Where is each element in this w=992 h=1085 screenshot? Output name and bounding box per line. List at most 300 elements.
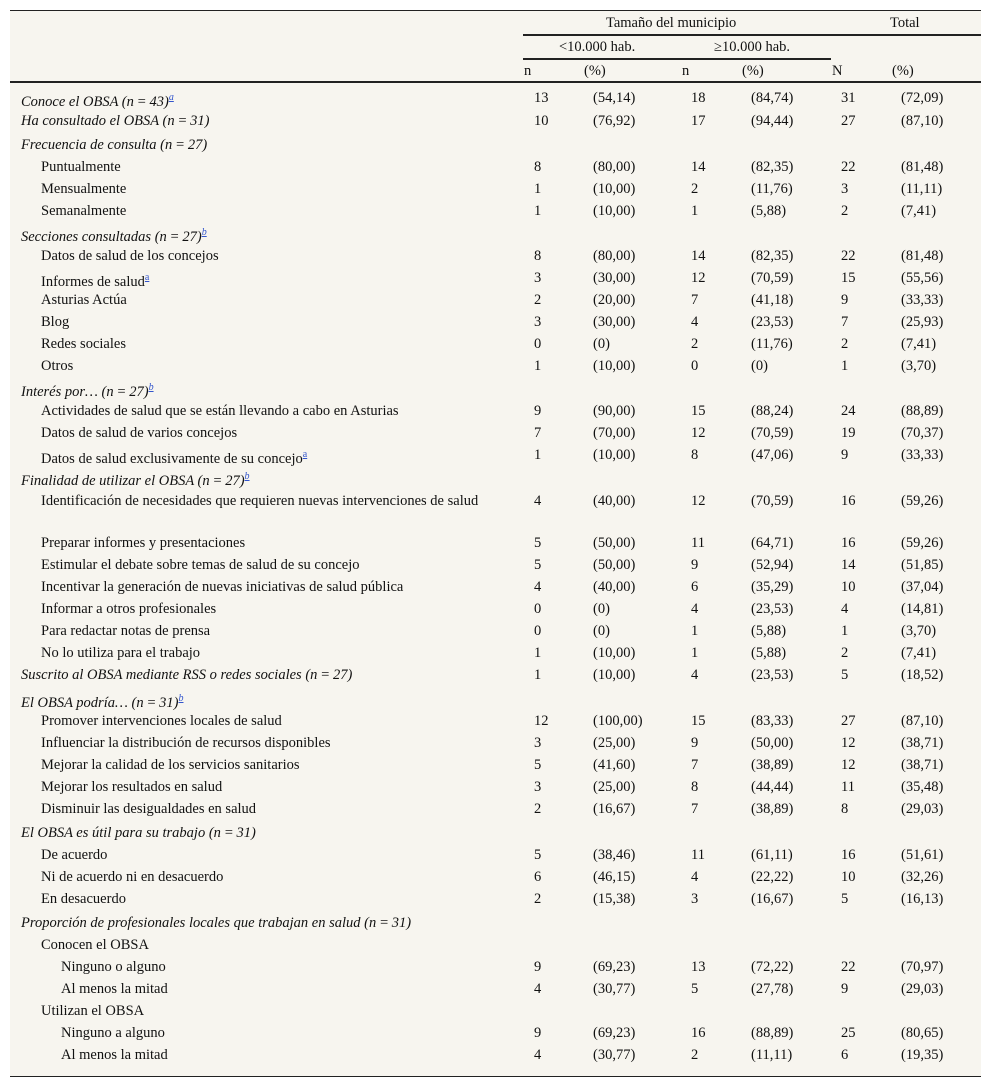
- data-table: [10, 10, 981, 1077]
- table-row: [10, 751, 981, 773]
- footnote-link[interactable]: b: [244, 471, 250, 482]
- row-label: [10, 909, 511, 933]
- cell-n-large: 4: [691, 601, 699, 617]
- row-label-text: Otros: [41, 358, 74, 374]
- cell-n-small: 1: [534, 358, 542, 374]
- cell-pct-total: (38,71): [901, 757, 944, 773]
- table-row: [10, 397, 981, 419]
- cell-n-small: 5: [534, 535, 542, 551]
- row-label: [10, 639, 511, 663]
- col-pct-small: (%): [584, 63, 606, 79]
- cell-pct-large: (52,94): [751, 557, 794, 573]
- row-label-text: Asturias Actúa: [41, 292, 127, 308]
- cell-n-total: 5: [841, 667, 849, 683]
- row-label-text: Preparar informes y presentaciones: [41, 535, 246, 551]
- cell-pct-small: (10,00): [593, 667, 636, 683]
- col-n-small: n: [524, 63, 532, 79]
- footnote-link[interactable]: a: [168, 92, 174, 103]
- cell-pct-large: (16,67): [751, 891, 794, 907]
- cell-n-large: 11: [691, 847, 705, 863]
- subheader-small: <10.000 hab.: [559, 39, 636, 55]
- cell-pct-total: (70,97): [901, 959, 944, 975]
- row-label-text: Al menos la mitad: [61, 981, 168, 997]
- row-label-text: El OBSA podría… (n = 31): [21, 694, 179, 711]
- cell-n-large: 1: [691, 645, 699, 661]
- cell-n-total: 8: [841, 801, 849, 817]
- cell-pct-large: (72,22): [751, 959, 794, 975]
- category-row: [10, 219, 981, 245]
- cell-pct-total: (32,26): [901, 869, 944, 885]
- cell-n-total: 22: [841, 248, 856, 264]
- row-label: [10, 841, 511, 865]
- table-row: [10, 975, 981, 997]
- table-row: [10, 595, 981, 617]
- table-row: [10, 441, 981, 467]
- subheader-large: ≥10.000 hab.: [714, 39, 791, 55]
- cell-n-total: 9: [841, 447, 849, 463]
- cell-pct-large: (47,06): [751, 447, 794, 463]
- cell-n-large: 17: [691, 113, 706, 129]
- category-row: [10, 463, 981, 487]
- cell-pct-large: (82,35): [751, 159, 794, 175]
- row-label: [10, 661, 511, 685]
- cell-n-large: 2: [691, 181, 699, 197]
- row-label: [10, 707, 511, 731]
- table-row: [10, 1019, 981, 1041]
- cell-pct-large: (5,88): [751, 623, 787, 639]
- cell-pct-large: (11,11): [751, 1047, 793, 1063]
- row-label: [10, 795, 511, 819]
- cell-pct-small: (41,60): [593, 757, 636, 773]
- cell-pct-total: (11,11): [901, 181, 943, 197]
- cell-pct-large: (70,59): [751, 493, 794, 509]
- row-label-text: Mensualmente: [41, 181, 127, 197]
- table-row: [10, 286, 981, 308]
- cell-n-small: 4: [534, 1047, 542, 1063]
- cell-pct-total: (35,48): [901, 779, 944, 795]
- cell-pct-total: (7,41): [901, 203, 937, 219]
- cell-pct-small: (69,23): [593, 959, 636, 975]
- cell-n-total: 12: [841, 735, 856, 751]
- table-row: [10, 863, 981, 885]
- table-row: [10, 153, 981, 175]
- cell-n-large: 4: [691, 667, 699, 683]
- table-body: [10, 84, 981, 1063]
- cell-n-large: 15: [691, 713, 706, 729]
- cell-n-small: 3: [534, 314, 542, 330]
- cell-pct-total: (33,33): [901, 447, 944, 463]
- cell-pct-small: (0): [593, 601, 610, 617]
- cell-n-total: 5: [841, 891, 849, 907]
- cell-n-total: 24: [841, 403, 856, 419]
- cell-pct-total: (7,41): [901, 645, 937, 661]
- row-label-text: Utilizan el OBSA: [41, 1003, 145, 1019]
- cell-n-small: 1: [534, 667, 542, 683]
- cell-n-total: 27: [841, 113, 856, 129]
- cell-pct-small: (30,77): [593, 1047, 636, 1063]
- cell-n-total: 2: [841, 336, 849, 352]
- col-n-total: N: [832, 63, 843, 79]
- row-label: [10, 931, 511, 955]
- cell-pct-total: (81,48): [901, 159, 944, 175]
- cell-pct-total: (59,26): [901, 493, 944, 509]
- row-label-text: Mejorar los resultados en salud: [41, 779, 223, 795]
- row-label: [10, 573, 511, 597]
- cell-pct-small: (90,00): [593, 403, 636, 419]
- cell-n-small: 0: [534, 601, 542, 617]
- cell-n-small: 7: [534, 425, 542, 441]
- row-label-text: Finalidad de utilizar el OBSA (n = 27): [21, 472, 245, 489]
- cell-n-small: 5: [534, 847, 542, 863]
- category-row: [10, 84, 981, 110]
- row-label: [10, 885, 511, 909]
- table-row: [10, 529, 981, 551]
- row-label-text: Disminuir las desigualdades en salud: [41, 801, 257, 817]
- cell-n-small: 1: [534, 645, 542, 661]
- cell-n-large: 1: [691, 203, 699, 219]
- table-row: [10, 729, 981, 751]
- row-label-text: Semanalmente: [41, 203, 127, 219]
- cell-pct-total: (81,48): [901, 248, 944, 264]
- cell-pct-total: (38,71): [901, 735, 944, 751]
- cell-n-total: 25: [841, 1025, 856, 1041]
- cell-n-large: 8: [691, 447, 699, 463]
- table-row: [10, 841, 981, 863]
- cell-pct-small: (25,00): [593, 779, 636, 795]
- row-label: [10, 175, 511, 199]
- row-label-text: Informar a otros profesionales: [41, 601, 217, 617]
- row-label-text: Datos de salud de los concejos: [41, 248, 219, 264]
- cell-n-large: 7: [691, 292, 699, 308]
- row-label-text: Ni de acuerdo ni en desacuerdo: [41, 869, 224, 885]
- cell-n-total: 10: [841, 869, 856, 885]
- cell-n-small: 9: [534, 403, 542, 419]
- cell-n-total: 27: [841, 713, 856, 729]
- row-label: [10, 975, 511, 999]
- cell-n-total: 19: [841, 425, 856, 441]
- cell-pct-large: (61,11): [751, 847, 793, 863]
- row-label-text: Puntualmente: [41, 159, 121, 175]
- cell-n-large: 4: [691, 869, 699, 885]
- row-label: [10, 242, 511, 266]
- row-label-text: Blog: [41, 314, 70, 330]
- cell-pct-large: (84,74): [751, 90, 794, 106]
- cell-n-total: 16: [841, 493, 856, 509]
- row-label: [10, 773, 511, 797]
- row-label-text: Estimular el debate sobre temas de salud de su concejo: [41, 557, 360, 573]
- cell-n-total: 7: [841, 314, 849, 330]
- table-row: [10, 352, 981, 374]
- table-row: [10, 573, 981, 595]
- footnote-link[interactable]: b: [148, 382, 154, 393]
- row-label: [10, 286, 511, 310]
- cell-pct-small: (30,77): [593, 981, 636, 997]
- cell-pct-large: (23,53): [751, 601, 794, 617]
- row-label: [10, 397, 511, 421]
- cell-pct-total: (72,09): [901, 90, 944, 106]
- cell-pct-total: (70,37): [901, 425, 944, 441]
- cell-pct-small: (10,00): [593, 447, 636, 463]
- cell-pct-small: (76,92): [593, 113, 636, 129]
- row-label: [10, 153, 511, 177]
- table-row: [10, 953, 981, 975]
- cell-n-large: 3: [691, 891, 699, 907]
- cell-n-small: 5: [534, 757, 542, 773]
- row-label: [10, 953, 511, 977]
- cell-pct-small: (54,14): [593, 90, 636, 106]
- cell-n-small: 3: [534, 270, 542, 286]
- table-row: [10, 885, 981, 909]
- row-label: [10, 487, 491, 511]
- cell-pct-total: (16,13): [901, 891, 944, 907]
- cell-pct-large: (50,00): [751, 735, 794, 751]
- cell-pct-total: (87,10): [901, 113, 944, 129]
- cell-n-large: 18: [691, 90, 706, 106]
- cell-pct-small: (10,00): [593, 181, 636, 197]
- cell-n-small: 0: [534, 336, 542, 352]
- cell-n-small: 3: [534, 735, 542, 751]
- cell-pct-small: (16,67): [593, 801, 636, 817]
- row-label: [10, 197, 511, 221]
- footnote-link[interactable]: a: [302, 449, 308, 460]
- cell-pct-small: (70,00): [593, 425, 636, 441]
- cell-n-total: 9: [841, 981, 849, 997]
- row-label-text: Conoce el OBSA (n = 43): [21, 93, 169, 110]
- subheader-rule: [523, 58, 831, 60]
- header-bottom-rule: [10, 81, 981, 83]
- cell-pct-total: (87,10): [901, 713, 944, 729]
- cell-n-small: 4: [534, 981, 542, 997]
- row-label-text: No lo utiliza para el trabajo: [41, 645, 201, 661]
- row-label-text: Informes de salud: [41, 273, 145, 290]
- cell-n-large: 5: [691, 981, 699, 997]
- cell-n-small: 8: [534, 159, 542, 175]
- cell-n-small: 4: [534, 579, 542, 595]
- footnote-link[interactable]: b: [201, 227, 207, 238]
- cell-n-small: 4: [534, 493, 542, 509]
- row-label-text: Ninguno a alguno: [61, 1025, 165, 1041]
- row-label-text: Identificación de necesidades que requieren nuevas intervenciones de salud: [41, 493, 479, 509]
- footnote-link[interactable]: b: [178, 693, 184, 704]
- row-label: [10, 617, 511, 641]
- cell-pct-total: (37,04): [901, 579, 944, 595]
- row-label: [10, 729, 511, 753]
- cell-n-total: 22: [841, 959, 856, 975]
- cell-pct-total: (14,81): [901, 601, 944, 617]
- table-row: [10, 931, 981, 953]
- row-label-text: En desacuerdo: [41, 891, 126, 907]
- category-row: [10, 661, 981, 685]
- cell-pct-small: (30,00): [593, 270, 636, 286]
- row-label-text: Conocen el OBSA: [41, 937, 149, 953]
- cell-n-total: 1: [841, 623, 849, 639]
- cell-n-large: 0: [691, 358, 699, 374]
- row-label-text: Frecuencia de consulta (n = 27): [21, 137, 208, 153]
- table-row: [10, 487, 981, 529]
- cell-n-total: 4: [841, 601, 849, 617]
- cell-pct-total: (3,70): [901, 623, 937, 639]
- cell-pct-small: (25,00): [593, 735, 636, 751]
- cell-n-large: 9: [691, 557, 699, 573]
- cell-n-large: 9: [691, 735, 699, 751]
- cell-pct-total: (25,93): [901, 314, 944, 330]
- cell-pct-large: (23,53): [751, 667, 794, 683]
- table-row: [10, 308, 981, 330]
- cell-pct-small: (15,38): [593, 891, 636, 907]
- cell-pct-total: (29,03): [901, 801, 944, 817]
- row-label: [10, 997, 511, 1021]
- cell-n-total: 6: [841, 1047, 849, 1063]
- group-title: Tamaño del municipio: [606, 15, 737, 31]
- cell-n-large: 6: [691, 579, 699, 595]
- row-label: [10, 308, 511, 332]
- cell-pct-small: (46,15): [593, 869, 636, 885]
- cell-n-total: 2: [841, 203, 849, 219]
- cell-pct-large: (11,76): [751, 181, 793, 197]
- cell-pct-large: (11,76): [751, 336, 793, 352]
- cell-n-large: 14: [691, 248, 706, 264]
- cell-n-large: 12: [691, 425, 706, 441]
- cell-n-total: 11: [841, 779, 855, 795]
- row-label-text: Datos de salud exclusivamente de su concejo: [41, 450, 303, 467]
- cell-pct-large: (35,29): [751, 579, 794, 595]
- cell-n-large: 15: [691, 403, 706, 419]
- cell-pct-small: (30,00): [593, 314, 636, 330]
- cell-pct-large: (22,22): [751, 869, 794, 885]
- row-label-text: Ninguno o alguno: [61, 959, 166, 975]
- row-label-text: Redes sociales: [41, 336, 126, 352]
- cell-n-large: 2: [691, 1047, 699, 1063]
- cell-n-total: 15: [841, 270, 856, 286]
- row-label: [10, 330, 511, 354]
- cell-pct-large: (70,59): [751, 270, 794, 286]
- table-row: [10, 551, 981, 573]
- cell-pct-total: (33,33): [901, 292, 944, 308]
- row-label-text: De acuerdo: [41, 847, 108, 863]
- cell-pct-total: (29,03): [901, 981, 944, 997]
- cell-n-large: 2: [691, 336, 699, 352]
- row-label: [10, 352, 511, 376]
- row-label-text: Secciones consultadas (n = 27): [21, 228, 202, 245]
- cell-pct-large: (41,18): [751, 292, 794, 308]
- cell-pct-small: (80,00): [593, 159, 636, 175]
- row-label: [10, 863, 511, 887]
- cell-pct-large: (83,33): [751, 713, 794, 729]
- cell-n-total: 16: [841, 847, 856, 863]
- cell-pct-large: (38,89): [751, 757, 794, 773]
- category-row: [10, 685, 981, 711]
- cell-n-total: 3: [841, 181, 849, 197]
- cell-pct-total: (55,56): [901, 270, 944, 286]
- row-label: [10, 107, 511, 131]
- cell-n-large: 7: [691, 757, 699, 773]
- cell-n-small: 2: [534, 292, 542, 308]
- cell-pct-large: (44,44): [751, 779, 794, 795]
- row-label-text: Suscrito al OBSA mediante RSS o redes sociales (n = 27): [21, 667, 353, 683]
- total-title: Total: [890, 15, 920, 31]
- category-row: [10, 819, 981, 841]
- cell-n-total: 9: [841, 292, 849, 308]
- cell-n-large: 11: [691, 535, 705, 551]
- cell-n-large: 13: [691, 959, 706, 975]
- cell-n-large: 1: [691, 623, 699, 639]
- category-row: [10, 909, 981, 931]
- cell-pct-small: (0): [593, 336, 610, 352]
- cell-n-small: 1: [534, 203, 542, 219]
- col-pct-total: (%): [892, 63, 914, 79]
- table-header: [10, 11, 981, 83]
- cell-pct-small: (40,00): [593, 579, 636, 595]
- row-label: [10, 419, 511, 443]
- cell-pct-small: (50,00): [593, 535, 636, 551]
- cell-pct-large: (0): [751, 358, 768, 374]
- table-row: [10, 795, 981, 819]
- cell-n-small: 8: [534, 248, 542, 264]
- row-label-text: Proporción de profesionales locales que trabajan en salud (n = 31): [21, 915, 412, 931]
- cell-n-total: 12: [841, 757, 856, 773]
- cell-n-small: 9: [534, 959, 542, 975]
- cell-n-small: 5: [534, 557, 542, 573]
- cell-n-large: 4: [691, 314, 699, 330]
- row-label: [10, 751, 511, 775]
- table-row: [10, 639, 981, 661]
- cell-pct-small: (0): [593, 623, 610, 639]
- cell-pct-large: (5,88): [751, 645, 787, 661]
- cell-n-large: 12: [691, 270, 706, 286]
- cell-pct-small: (40,00): [593, 493, 636, 509]
- row-label-text: Interés por… (n = 27): [21, 383, 149, 400]
- cell-n-small: 3: [534, 779, 542, 795]
- cell-pct-total: (19,35): [901, 1047, 944, 1063]
- cell-pct-total: (3,70): [901, 358, 937, 374]
- cell-pct-total: (51,61): [901, 847, 944, 863]
- cell-n-small: 2: [534, 801, 542, 817]
- cell-n-small: 0: [534, 623, 542, 639]
- row-label-text: Influenciar la distribución de recursos disponibles: [41, 735, 331, 751]
- category-row: [10, 107, 981, 131]
- cell-pct-large: (5,88): [751, 203, 787, 219]
- table-row: [10, 175, 981, 197]
- cell-pct-small: (20,00): [593, 292, 636, 308]
- cell-pct-total: (59,26): [901, 535, 944, 551]
- row-label: [10, 1019, 511, 1043]
- row-label-text: Para redactar notas de prensa: [41, 623, 211, 639]
- row-label-text: Incentivar la generación de nuevas iniciativas de salud pública: [41, 579, 404, 595]
- table-row: [10, 197, 981, 219]
- cell-n-large: 8: [691, 779, 699, 795]
- cell-n-small: 2: [534, 891, 542, 907]
- cell-pct-small: (100,00): [593, 713, 643, 729]
- cell-pct-large: (64,71): [751, 535, 794, 551]
- cell-n-small: 1: [534, 181, 542, 197]
- cell-n-large: 7: [691, 801, 699, 817]
- cell-pct-large: (94,44): [751, 113, 794, 129]
- cell-n-total: 31: [841, 90, 856, 106]
- row-label: [10, 595, 511, 619]
- cell-pct-large: (38,89): [751, 801, 794, 817]
- cell-n-large: 14: [691, 159, 706, 175]
- footnote-link[interactable]: a: [144, 272, 150, 283]
- row-label: [10, 131, 511, 155]
- col-pct-large: (%): [742, 63, 764, 79]
- table-row: [10, 242, 981, 264]
- cell-pct-total: (7,41): [901, 336, 937, 352]
- cell-pct-small: (10,00): [593, 358, 636, 374]
- row-label-text: Promover intervenciones locales de salud: [41, 713, 282, 729]
- cell-n-large: 12: [691, 493, 706, 509]
- table-row: [10, 419, 981, 441]
- cell-pct-large: (88,89): [751, 1025, 794, 1041]
